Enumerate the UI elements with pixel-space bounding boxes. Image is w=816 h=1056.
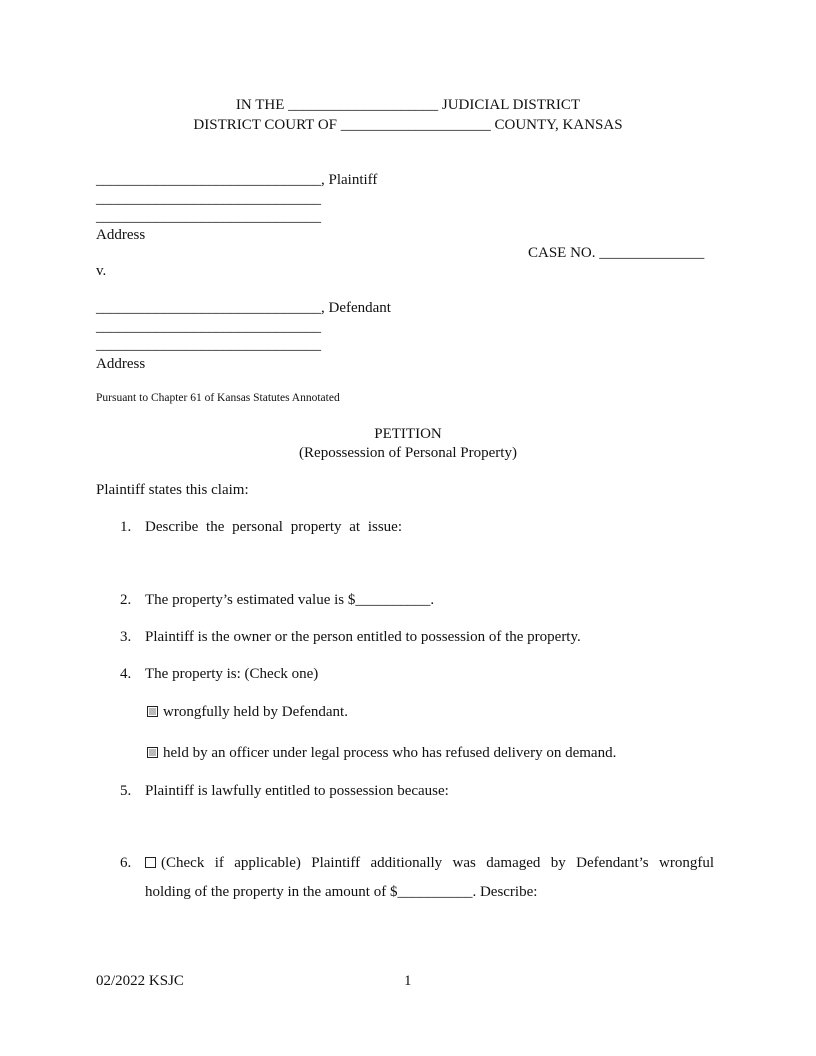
item-4-text: The property is: (Check one)	[145, 666, 319, 682]
checkbox-held-by-officer[interactable]	[147, 747, 158, 758]
option-wrongfully-held	[147, 704, 348, 721]
defendant-address-label: Address	[96, 356, 146, 372]
item-6-number: 6.	[120, 855, 132, 871]
plaintiff-address-line-2: ______________________________	[96, 209, 321, 225]
item-2-text: The property’s estimated value is $__________.	[145, 592, 435, 608]
item-4-number: 4.	[120, 666, 132, 682]
option-held-by-officer	[147, 745, 616, 762]
plaintiff-address-line-1: ______________________________	[96, 191, 321, 207]
item-6-line-2: holding of the property in the amount of $__________. Describe:	[145, 884, 538, 900]
court-district-line: IN THE ____________________ JUDICIAL DISTRICT	[235, 97, 581, 113]
item-5-text: Plaintiff is lawfully entitled to possession because:	[145, 783, 449, 799]
item-2-number: 2.	[120, 592, 132, 608]
defendant-address-line-2: ______________________________	[96, 337, 321, 353]
petition-title: PETITION	[374, 426, 442, 442]
page-number: 1	[404, 973, 412, 989]
item-3-text: Plaintiff is the owner or the person entitled to possession of the property.	[145, 629, 581, 645]
statute-note: Pursuant to Chapter 61 of Kansas Statutes Annotated	[96, 392, 340, 404]
item-1-number: 1.	[120, 519, 132, 535]
court-county-line: DISTRICT COURT OF ____________________ COUNTY, KANSAS	[193, 117, 623, 133]
item-6-line-1	[145, 855, 714, 872]
plaintiff-address-label: Address	[96, 227, 146, 243]
form-code: 02/2022 KSJC	[96, 973, 184, 989]
item-3-number: 3.	[120, 629, 132, 645]
plaintiff-name-line: ______________________________, Plaintiff	[96, 172, 378, 188]
item-5-number: 5.	[120, 783, 132, 799]
case-number: CASE NO. ______________	[528, 245, 705, 261]
defendant-address-line-1: ______________________________	[96, 319, 321, 335]
versus-label: v.	[96, 263, 107, 279]
item-6-text: (Check if applicable) Plaintiff additionally was damaged by Defendant’s wrongful	[161, 855, 714, 871]
checkbox-wrongfully-held[interactable]	[147, 706, 158, 717]
checkbox-damages[interactable]	[145, 857, 156, 868]
petition-subtitle: (Repossession of Personal Property)	[299, 445, 517, 461]
option-wrongfully-held-label: wrongfully held by Defendant.	[163, 704, 348, 720]
defendant-name-line: ______________________________, Defendant	[96, 300, 391, 316]
option-held-by-officer-label: held by an officer under legal process who has refused delivery on demand.	[163, 745, 617, 761]
item-1-text: Describe the personal property at issue:	[145, 519, 403, 535]
intro-statement: Plaintiff states this claim:	[96, 482, 249, 498]
